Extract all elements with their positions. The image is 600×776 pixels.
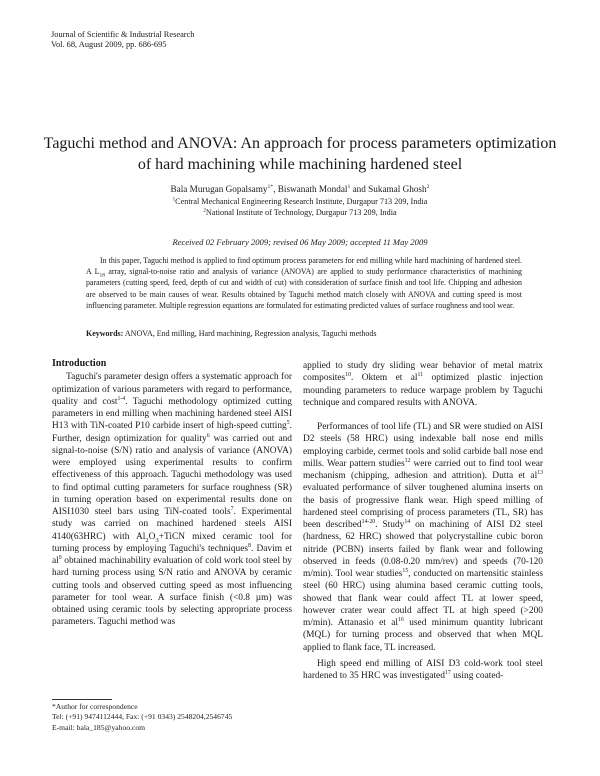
citation: 12 [404,457,411,464]
journal-name: Journal of Scientific & Industrial Research [51,30,195,39]
author-mark: 1 [347,183,351,190]
author-mark: 1* [267,183,274,190]
keywords [86,329,522,338]
citation: 7 [230,505,234,512]
citation: 6 [206,432,210,439]
footnote [52,702,292,733]
affiliation [40,208,560,219]
journal-header [51,30,195,50]
section-heading: Introduction [52,358,107,369]
author-name: Biswanath Mondal [277,184,348,194]
citation: 9 [58,554,62,561]
journal-issue: Vol. 68, August 2009, pp. 686-695 [51,40,167,49]
citation: 14-20 [361,518,376,525]
keywords-text: ANOVA, End milling, Hard machining, Regression analysis, Taguchi methods [124,329,377,338]
citation: 11 [417,372,424,379]
citation: 1-4 [117,395,126,402]
affiliation-number: 1 [172,196,176,203]
affiliation-text: Central Mechanical Engineering Research Institute, Durgapur 713 209, India [175,197,428,206]
paragraph: Performances of tool life (TL) and SR were studied on AISI D2 steels (58 HRC) using indexable ball nose end mills employing carbide, cermet tools and solid carbide ball nose end mills. Wear pattern studies$^{12}$ were carried out to find tool wear mechanism (chipping, adhesion and attrition). Dutta et $al^{13}$ evaluated performance of silver toughened alumina inserts on the basis of progressive flank wear. High speed milling of hardened steel comprising of process parameters (TL, SR) has been described$^{14-20}$. Study$^{14}$ on machining of AISI D2 steel (hardness, 62 HRC) showed that polycrystalline cubic boron nitride (PCBN) inserts failed by flank wear and following observed in feeds (0.08-0.20 mm/rev) and speeds (70-120 m/min). Tool wear studies$^{15}$, conducted on martensitic stainless steel (60 HRC) using alumina based ceramic cutting tools, showed that flank wear could affect TL at lower speed, however crater wear could affect TL at high speed (>200 m/min). Attanasio et $al^{16}$ used minimum quantity lubricant (MQL) for turning process and observed that when MQL applied to flank face, TL increased. [303,422,544,653]
paper-title: Taguchi method and ANOVA: An approach for process parameters optimization of hard machining while machining hardened steel [43,135,557,173]
abstract-text: In this paper, Taguchi method is applied to find optimum process parameters for end milling while hard machining of hardened steel. A L [86,256,522,277]
footnote-rule [52,699,112,700]
affiliation [40,197,560,208]
abstract-text: array, signal-to-noise ratio and analysis of variance (ANOVA) are applied to study performance characteristics of machining parameters (cutting speed, feed, depth of cut and width of cut) with consideration of surface finish and tool life. Chipping and adhesion are observed to be main causes of wear. Results obtained by Taguchi method match closely with ANOVA and cutting speed is most influencing parameter. Multiple regression equations are formulated for estimating predicted values of surface roughness and tool wear. [86,267,522,310]
right-column [303,360,543,682]
correspondence-note: *Author for correspondence [52,702,138,711]
abstract [86,255,522,311]
citation: 17 [444,669,451,676]
author-name: Sukamal Ghosh [368,184,427,194]
affiliation-text: National Institute of Technology, Durgapur 713 209, India [205,207,397,217]
citation: 10 [345,372,351,379]
abstract-subscript: 18 [99,272,105,279]
citation: 8 [248,542,251,549]
author-name: Bala Murugan Gopalsamy [170,184,268,194]
author-mark: 2 [426,183,430,190]
citation: 15 [402,567,409,574]
paragraph: High speed end milling of AISI D3 cold-work tool steel hardened to 35 HRC was investigated$^{17}$ using coated- [303,658,543,681]
author-list: Bala Murugan Gopalsamy$^{1*}$, Biswanath Mondal$^1$ and Sukamal Ghosh$^2$ [170,183,430,194]
citation: 5 [286,420,290,427]
affiliation-number: 2 [203,206,206,213]
citation: 13 [537,469,543,476]
email: E-mail: bala_185@yahoo.com [52,722,146,732]
phone-fax: Tel: (+91) 9474112444, Fax: (+91 0343) 2548204,2546745 [52,712,233,722]
citation: 14 [404,518,411,525]
paragraph: Taguchi's parameter design offers a systematic approach for optimization of various parameters with regard to performance, quality and cost$^{1-4}$. Taguchi methodology optimized cutting parameters in end milling when machining hardened steel AISI H13 with TiN-coated P10 carbide insert of high-speed cutting$^5$. Further, design optimization for quality$^6$ was carried out and signal-to-noise (S/N) ratio and analysis of variance (ANOVA) were employed using experimental results to confirm effectiveness of this approach. Taguchi methodology was used to find optimal cutting parameters for surface roughness (SR) in turning operation based on experimental results done on AISI1030 steel bars using TiN-coated tools$^7$. Experimental study was carried on machined hardened steels AISI 4140(63HRC) with $Al_2O_3+TiCN$ mixed ceramic tool for turning process by employing Taguchi's techniques$^8$. Davim et $al^9$ obtained machinability evaluation of cold work tool steel by hard turning process using S/N ratio and ANOVA by ceramic cutting tools and observed cutting speed as most influencing parameter for tool wear. A surface finish (<0.8 µm) was obtained using ceramic tools by selecting appropriate process parameters. Taguchi method was [52,372,292,628]
keywords-label: Keywords: [86,329,124,338]
citation: 16 [398,616,404,623]
left-column [52,358,292,629]
received-dates: Received 02 February 2009; revised 06 May 2009; accepted 11 May 2009 [172,237,428,247]
paragraph: applied to study dry sliding wear behavior of metal matrix composites$^{10}$. Oktem et $al^{11}$ optimized plastic injection mounding parameters to reduce warpage problem by Taguchi technique and compared results with ANOVA. [303,361,543,408]
affiliations [40,197,560,218]
